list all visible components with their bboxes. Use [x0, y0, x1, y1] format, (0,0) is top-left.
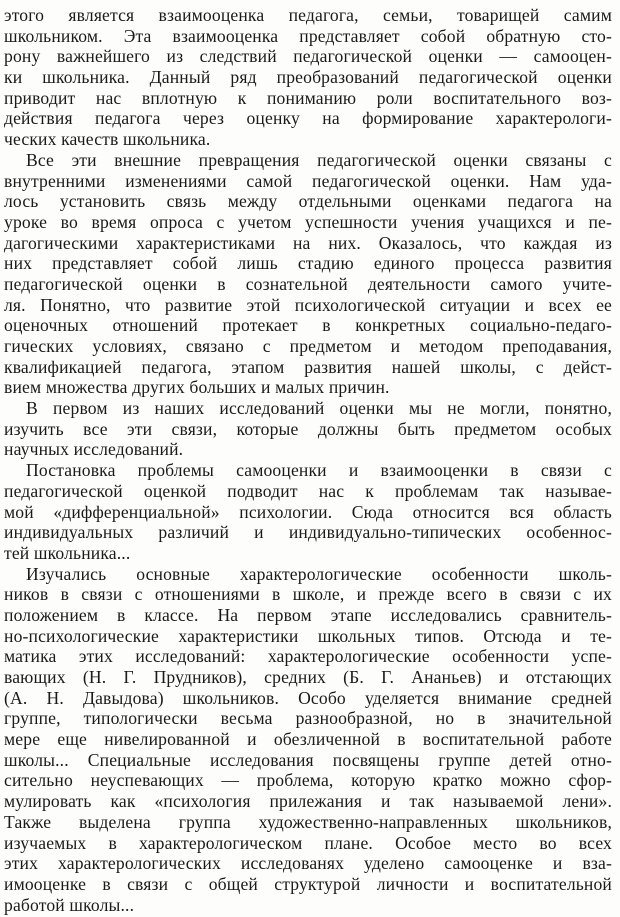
- text-line: этого является взаимооценка педагога, семьи, товарищей самим: [4, 5, 612, 25]
- text-line: действия педагога через оценку на формирование характерологи-: [4, 108, 612, 129]
- page-text: [4, 5, 612, 915]
- text-line: них представляет собой лишь стадию единого процесса развития: [4, 253, 612, 274]
- paragraph-3: [4, 398, 612, 460]
- text-line: приводит нас вплотную к пониманию роли воспитательного воз-: [4, 87, 612, 108]
- text-line: индивидуальных различий и индивидуально-типических особеннос-: [4, 522, 612, 543]
- text-line: педагогической оценки в сознательной деятельности самого учите-: [4, 273, 612, 294]
- paragraph-1: [4, 5, 612, 150]
- text-line: (А. Н. Давыдова) школьников. Особо уделяется внимание средней: [4, 687, 612, 708]
- text-line: уроке во время опроса с учетом успешности учения учащихся и пе-: [4, 211, 612, 232]
- text-line: положением в классе. На первом этапе исследовались сравнитель-: [4, 604, 612, 625]
- text-line: тей школьника...: [4, 542, 131, 563]
- paragraph-5: [4, 564, 612, 916]
- text-line: вием множества других больших и малых причин.: [4, 377, 390, 398]
- text-line: Также выделена группа художественно-направленных школьников,: [4, 811, 612, 832]
- text-line: изучить все эти связи, которые должны быть предметом особых: [4, 418, 612, 439]
- text-line: ки школьника. Данный ряд преобразований педагогической оценки: [4, 67, 612, 88]
- text-line: педагогической оценкой подводит нас к проблемам так называе-: [4, 480, 612, 501]
- text-line: школьником. Эта взаимооценка представляет собой обратную сто-: [4, 25, 612, 46]
- text-line: внутренними изменениями самой педагогической оценки. Нам уда-: [4, 170, 612, 191]
- text-line: ля. Понятно, что развитие этой психологической ситуации и всех ее: [4, 294, 612, 315]
- text-line: рону важнейшего из следствий педагогической оценки — самооцен-: [4, 46, 612, 67]
- paragraph-2: [4, 150, 612, 398]
- text-line: мере еще нивелированной и обезличенной в воспитательной работе: [4, 729, 612, 750]
- text-line: сительно неуспевающих — проблема, которую кратко можно сфор-: [4, 770, 612, 791]
- text-line: ческих качеств школьника.: [4, 129, 211, 150]
- text-line: мулировать как «психология прилежания и так называемой лени».: [4, 791, 612, 812]
- text-line: квалификацией педагога, этапом развития нашей школы, с дейст-: [4, 356, 612, 377]
- text-line: имооценке в связи с общей структурой личности и воспитательной: [4, 873, 612, 894]
- text-line: ников в связи с отношениями в школе, и прежде всего в связи с их: [4, 584, 612, 605]
- text-line: школы... Специальные исследования посвящены группе детей отно-: [4, 749, 612, 770]
- text-line: но-психологические характеристики школьных типов. Отсюда и те-: [4, 625, 612, 646]
- text-line: матика этих исследований: характерологические особенности успе-: [4, 646, 612, 667]
- text-line: дагогическими характеристиками на них. Оказалось, что каждая из: [4, 232, 612, 253]
- text-line: Постановка проблемы самооценки и взаимооценки в связи с: [26, 460, 612, 481]
- text-line: гических условиях, связано с предметом и методом преподавания,: [4, 336, 612, 356]
- text-line: Изучались основные характерологические особенности школь-: [26, 563, 612, 584]
- text-line: лось установить связь между отдельными оценками педагога на: [4, 191, 612, 212]
- text-line: научных исследований.: [4, 439, 184, 460]
- text-line: работой школы...: [4, 894, 135, 915]
- text-line: мой «дифференциальной» психологии. Сюда относится вся область: [4, 501, 612, 522]
- text-line: группе, типологически весьма разнообразной, но в значительной: [4, 708, 612, 729]
- text-line: этих характерологических исследованях уделено самооценке и вза-: [4, 853, 612, 874]
- paragraph-4: [4, 460, 612, 563]
- text-line: изучаемых в характерологическом плане. Особое место во всех: [4, 832, 612, 853]
- text-line: вающих (Н. Г. Прудников), средних (Б. Г. Ананьев) и отстающих: [4, 667, 612, 687]
- text-line: Все эти внешние превращения педагогической оценки связаны с: [26, 149, 612, 170]
- text-line: оценочных отношений протекает в конкретных социально-педаго-: [4, 315, 612, 336]
- text-line: В первом из наших исследований оценки мы не могли, понятно,: [26, 398, 612, 419]
